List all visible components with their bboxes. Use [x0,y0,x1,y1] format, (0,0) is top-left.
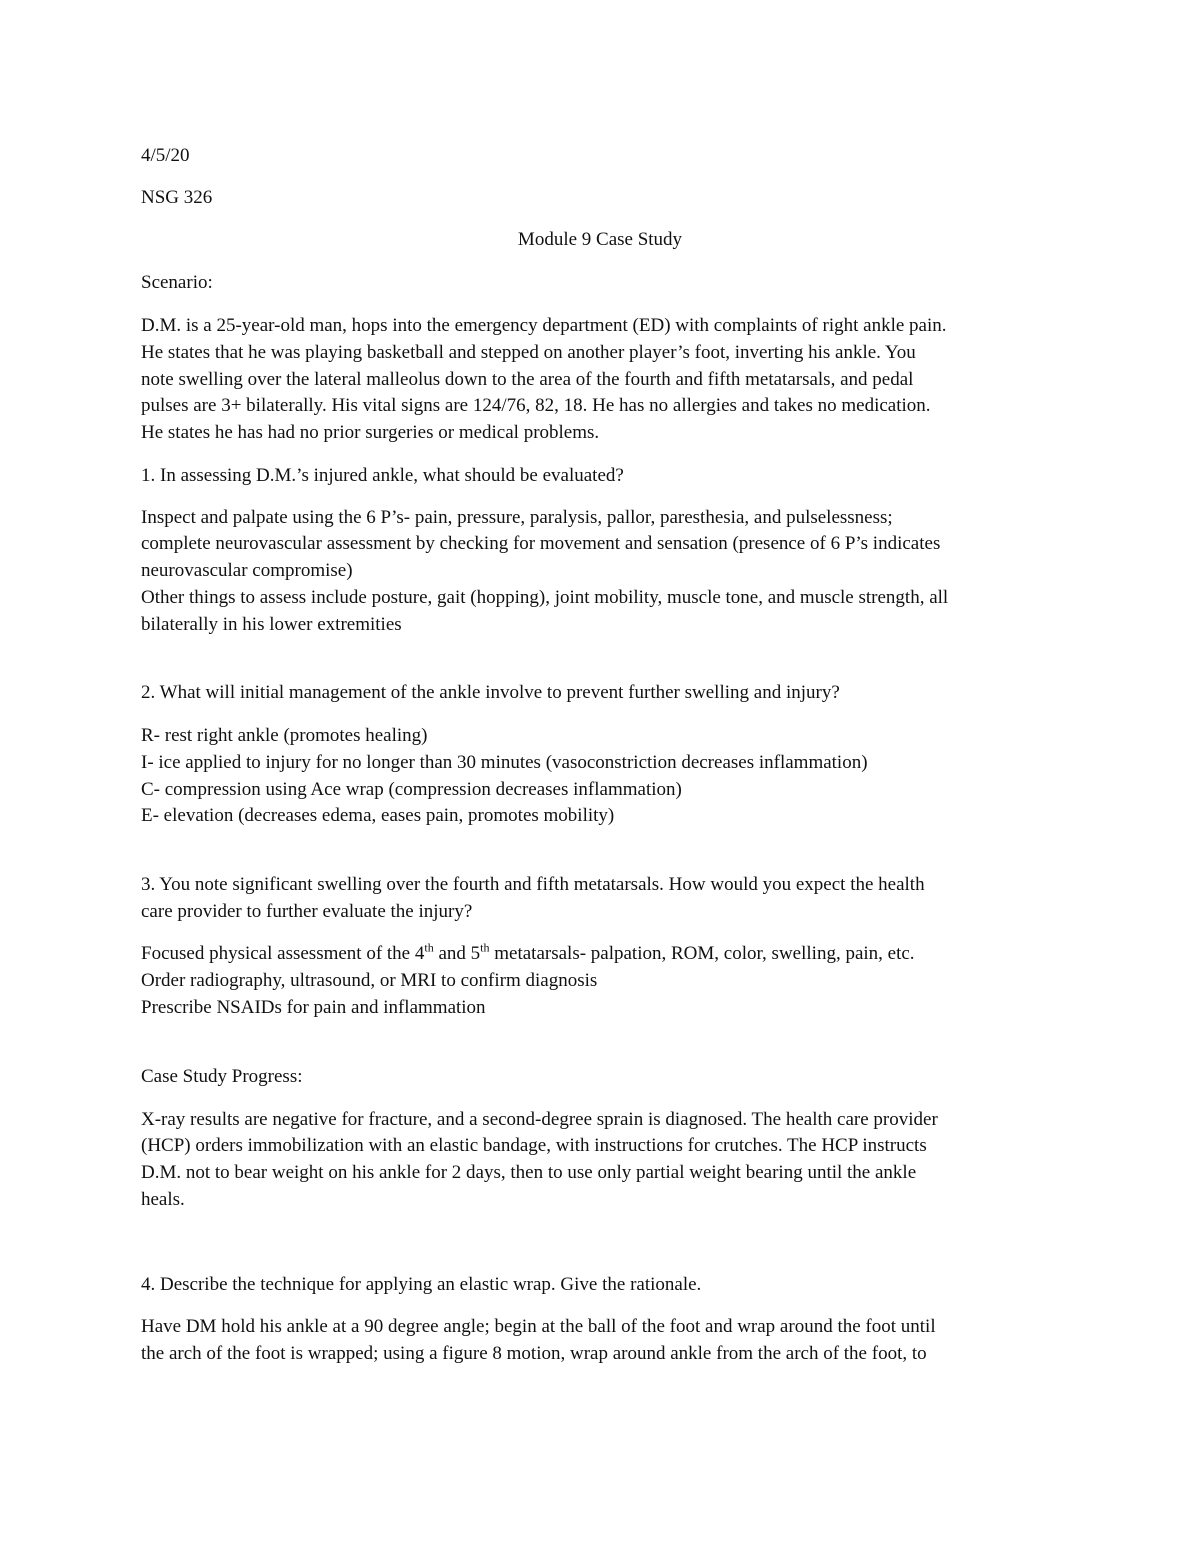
question-2: 2. What will initial management of the ankle involve to prevent further swelling and injury? [141,682,840,703]
answer-3-line: Prescribe NSAIDs for pain and inflammation [141,997,486,1018]
answer-4-line: Have DM hold his ankle at a 90 degree angle; begin at the ball of the foot and wrap around the foot until [141,1316,936,1337]
answer-2-line: E- elevation (decreases edema, eases pain, promotes mobility) [141,805,615,826]
scenario-line: He states that he was playing basketball and stepped on another player’s foot, inverting his ankle. You [141,342,916,363]
answer-1-line: neurovascular compromise) [141,560,353,581]
progress-line: X-ray results are negative for fracture, and a second-degree sprain is diagnosed. The health care provider [141,1109,938,1130]
question-3-line: care provider to further evaluate the injury? [141,901,473,922]
progress-line: D.M. not to bear weight on his ankle for 2 days, then to use only partial weight bearing until the ankle [141,1162,917,1183]
progress-heading: Case Study Progress: [141,1066,303,1087]
scenario-heading: Scenario: [141,272,213,293]
scenario-line: pulses are 3+ bilaterally. His vital signs are 124/76, 82, 18. He has no allergies and takes no medication. [141,395,931,416]
document-title: Module 9 Case Study [517,229,683,250]
scenario-line: D.M. is a 25-year-old man, hops into the emergency department (ED) with complaints of right ankle pain. [141,315,947,336]
course-code: NSG 326 [141,187,213,208]
answer-1-line: complete neurovascular assessment by checking for movement and sensation (presence of 6 P’s indicates [141,533,941,554]
answer-2-line: R- rest right ankle (promotes healing) [141,725,428,746]
answer-4-line: the arch of the foot is wrapped; using a figure 8 motion, wrap around ankle from the arch of the foot, to [141,1343,927,1364]
answer-1-line: bilaterally in his lower extremities [141,614,402,635]
answer-1-line: Inspect and palpate using the 6 P’s- pain, pressure, paralysis, pallor, paresthesia, and pulselessness; [141,507,893,528]
document-date: 4/5/20 [141,145,190,166]
question-3-line: 3. You note significant swelling over the fourth and fifth metatarsals. How would you expect the health [141,874,925,895]
scenario-line: note swelling over the lateral malleolus down to the area of the fourth and fifth metatarsals, and pedal [141,369,914,390]
answer-3-line: Order radiography, ultrasound, or MRI to confirm diagnosis [141,970,598,991]
question-1: 1. In assessing D.M.’s injured ankle, what should be evaluated? [141,465,624,486]
scenario-line: He states he has had no prior surgeries or medical problems. [141,422,600,443]
question-4: 4. Describe the technique for applying an elastic wrap. Give the rationale. [141,1274,702,1295]
progress-line: heals. [141,1189,185,1210]
answer-2-line: I- ice applied to injury for no longer than 30 minutes (vasoconstriction decreases inflammation) [141,752,868,773]
answer-1-line: Other things to assess include posture, gait (hopping), joint mobility, muscle tone, and muscle strength, all [141,587,949,608]
answer-3-line: Focused physical assessment of the 4th and 5th metatarsals- palpation, ROM, color, swelling, pain, etc. [141,940,915,964]
answer-2-line: C- compression using Ace wrap (compression decreases inflammation) [141,779,682,800]
progress-line: (HCP) orders immobilization with an elastic bandage, with instructions for crutches. The HCP instructs [141,1135,927,1156]
